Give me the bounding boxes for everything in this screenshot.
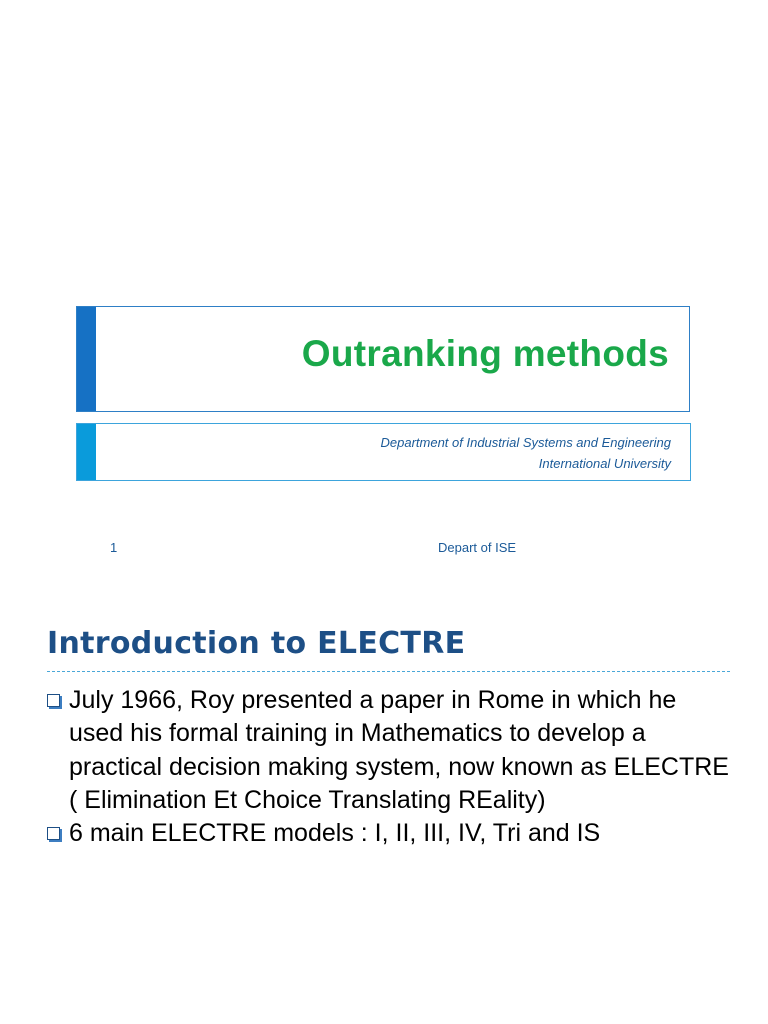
square-bullet-icon — [47, 694, 60, 707]
slide-title: Outranking methods — [301, 333, 669, 374]
list-item — [47, 817, 737, 850]
subtitle-line-department: Department of Industrial Systems and Engineering — [380, 435, 671, 450]
slide-number: 1 — [110, 540, 118, 555]
subtitle-box — [76, 423, 691, 481]
footer-text: Depart of ISE — [438, 540, 517, 555]
title-box — [76, 306, 690, 412]
section-heading: Introduction to ELECTRE — [47, 626, 466, 661]
square-bullet-icon — [47, 827, 60, 840]
bullet-text: July 1966, Roy presented a paper in Rome in which he used his formal training in Mathematics to develop a practical decision making system, now known as ELECTRE ( Elimination Et Choice Translating REality) — [69, 686, 729, 814]
title-accent-bar — [77, 307, 96, 411]
subtitle-line-university: International University — [538, 456, 671, 471]
list-item — [47, 684, 737, 817]
subtitle-text — [381, 432, 672, 474]
bullet-text: 6 main ELECTRE models : I, II, III, IV, Tri and IS — [69, 819, 601, 848]
heading-divider — [47, 671, 730, 672]
bullet-list — [47, 684, 737, 850]
subtitle-accent-bar — [77, 424, 96, 480]
